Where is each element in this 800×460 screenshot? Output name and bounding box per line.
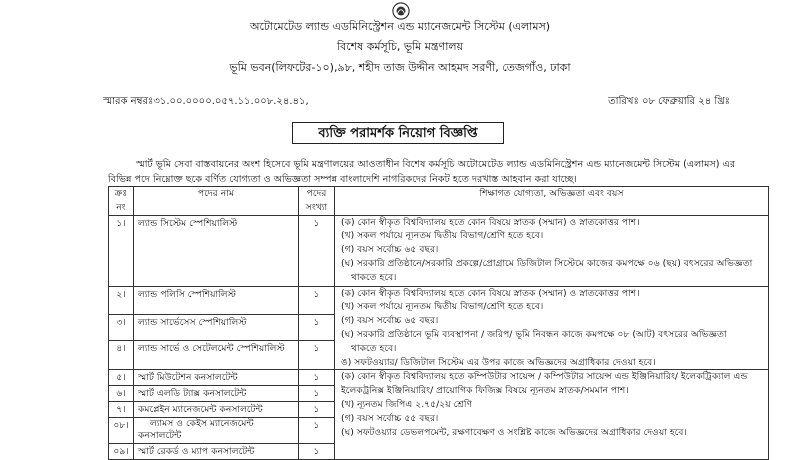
- serial-cell: ৫।: [109, 370, 134, 386]
- post-cell: ল্যান্ড পলিসি স্পেশিয়ালিস্ট: [134, 286, 299, 314]
- serial-cell: ১।: [109, 215, 134, 286]
- table-header-row: [109, 187, 769, 216]
- government-seal-icon: [392, 2, 410, 20]
- count-cell: ১: [299, 314, 335, 341]
- memo-number: স্মারক নম্বরঃ৩১.০০.০০০০.০৫৭.১১.০০৮.২৪.৪১,: [103, 96, 309, 107]
- requirement-line: (খ) সকল পর্যায়ে ন্যূনতম দ্বিতীয় বিভাগ/শ্রেণি হতে হবে।: [341, 230, 544, 242]
- table-row: [109, 370, 769, 386]
- requirement-line: (গ) বয়স সর্বোচ্চ ৫৫ বছর।: [341, 412, 439, 424]
- requirement-line: (খ) ন্যূনতম জিপিএ ২.৭৫/২য় শ্রেণি: [341, 398, 473, 410]
- serial-cell: ৭।: [109, 402, 134, 418]
- requirement-line: (ক) কোন স্বীকৃত বিশ্ববিদ্যালয় হতে কোন বিষয়ে স্নাতক (সম্মান) ও স্নাতকোত্তর পাশ।: [341, 287, 640, 299]
- table-row: [109, 286, 769, 314]
- count-cell: ১: [299, 402, 335, 418]
- count-cell: ১: [299, 370, 335, 386]
- requirement-line: ঙ) সফটওয়্যার/ ডিজিটাল সিস্টেম এর উপর কাজে অভিজ্ঞদের অগ্রাধিকার দেওয়া হবে।: [341, 356, 656, 368]
- requirement-line: (গ) বয়স সর্বোচ্চ ৬৫ বছর।: [341, 315, 439, 327]
- count-cell: ১: [299, 386, 335, 402]
- requirement-line: (ঘ) সরকারি প্রতিষ্ঠানে/সরকারি প্রকল্পে/প্রোগ্রামে ডিজিটাল সিস্টেমে কাজের কমপক্ষে ০৬ (ছয়) বৎসরের অভিজ্ঞতা: [341, 257, 753, 269]
- requirements-cell: [335, 215, 769, 286]
- table-row: [109, 215, 769, 286]
- requirements-header: শিক্ষাগত যোগ্যতা, অভিজ্ঞতা এবং বয়স: [335, 187, 769, 216]
- ministry-name: বিশেষ কর্মসূচি, ভূমি মন্ত্রণালয়: [336, 40, 464, 53]
- post-cell: ল্যান্ড সার্ভে ও সেটেলমেন্ট স্পেশিয়ালিস্ট: [134, 341, 299, 370]
- count-cell: ১: [299, 341, 335, 370]
- post-cell: কমপ্লেইন ম্যানেজমেন্ট কনসালটেন্ট: [134, 402, 299, 418]
- sn-header: ক্রঃ নং: [109, 187, 134, 216]
- requirement-line: (ঘ) সফটওয়্যার ডেভলপমেন্ট, রক্ষণাবেক্ষণ ও সংশ্লিষ্ট কাজে অভিজ্ঞদের অগ্রাধিকার দেওয়া হবে।: [341, 426, 687, 438]
- count-header: পদের সংখ্যা: [299, 187, 335, 216]
- count-cell: ১: [299, 286, 335, 314]
- requirement-line: ইলেকট্রনিক্স ইঞ্জিনিয়ারিং/ প্রায়োগিক ফিজিক্স বিষয়ে ন্যূনতম স্নাতক/সমমান পাশ।: [341, 385, 629, 397]
- notice-date: তারিখঃ ০৮ ফেব্রুয়ারি ২৪ খ্রিঃ: [608, 96, 730, 107]
- requirement-line: থাকতে হবে।: [351, 271, 397, 283]
- post-cell: স্মার্ট রেকর্ড ও ম্যাপ কনসালটেন্ট: [134, 444, 299, 460]
- vacancy-table: [108, 186, 769, 460]
- intro-line: স্মার্ট ভূমি সেবা বাস্তবায়নের অংশ হিসেবে ভূমি মন্ত্রণালয়ের আওতাধীন বিশেষ কর্মসূচি অটোমেটেড ল্যান্ড এডমিনিস্ট্রেশন এন্ড ম্যানেজমেন্ট সিস্টেম (এলামস) এর: [136, 159, 736, 170]
- serial-cell: ৬।: [109, 386, 134, 402]
- requirements-cell: [335, 286, 769, 370]
- requirements-cell: [335, 370, 769, 460]
- requirement-line: (ঘ) সরকারি প্রতিষ্ঠানে ভূমি ব্যবস্থাপনা / জরিপ/ ভূমি নিবন্ধন কাজে কমপক্ষে ০৮ (আট) বৎসরের অভিজ্ঞতা: [341, 328, 727, 340]
- requirement-line: (ক) কোন স্বীকৃত বিশ্ববিদ্যালয় হতে কম্পিউটার সায়েন্স / কম্পিউটার সায়েন্স এন্ড ইঞ্জিনিয়ারিং/ ইলেকট্রিক্যাল এন্ড: [341, 371, 748, 383]
- post-header: পদের নাম: [134, 187, 299, 216]
- serial-cell: ৪।: [109, 341, 134, 370]
- post-cell: ল্যামস ও কেইস ম্যানেজমেন্ট কনসালটেন্ট: [134, 418, 299, 444]
- post-cell: ল্যান্ড সিস্টেম স্পেশিয়ালিস্ট: [134, 215, 299, 286]
- intro-line: বিভিন্ন পদে নিম্নোক্ত ছকে বর্ণিত যোগ্যতা ও অভিজ্ঞতা সম্পন্ন বাংলাদেশি নাগরিকদের নিকট হতে দরখাস্ত আহবান করা যাচ্ছে।: [108, 174, 577, 185]
- serial-cell: ৩।: [109, 314, 134, 341]
- count-cell: ১: [299, 418, 335, 444]
- office-address: ভূমি ভবন(লিফটের-১০),৯৮, শহীদ তাজ উদ্দীন আহমদ সরণী, তেজগাঁও, ঢাকা: [229, 61, 571, 74]
- post-cell: ল্যান্ড সার্ভেসেস স্পেশিয়ালিস্ট: [134, 314, 299, 341]
- serial-cell: ০৯।: [109, 444, 134, 460]
- serial-cell: ০৮।: [109, 418, 134, 444]
- post-cell: স্মার্ট মিউটেশন কনসালটেন্ট: [134, 370, 299, 386]
- serial-cell: ২।: [109, 286, 134, 314]
- requirement-line: (ক) কোন স্বীকৃত বিশ্ববিদ্যালয় হতে কোন বিষয়ে স্নাতক (সম্মান) ও স্নাতকোত্তর পাশ।: [341, 216, 640, 228]
- office-name: অটোমেটেড ল্যান্ড এডমিনিস্ট্রেশন এন্ড ম্যানেজমেন্ট সিস্টেম (এলামস): [249, 20, 551, 33]
- requirement-line: (গ) বয়স সর্বোচ্চ ৬৫ বছর।: [341, 244, 439, 256]
- intro-paragraph: [108, 157, 758, 187]
- requirement-line: থাকতে হবে।: [351, 342, 397, 354]
- page-title: ব্যক্তি পরামর্শক নিয়োগ বিজ্ঞপ্তি: [292, 122, 504, 144]
- count-cell: ১: [299, 444, 335, 460]
- requirement-line: (খ) সকল পর্যায়ে ন্যূনতম দ্বিতীয় বিভাগ/শ্রেণি হতে হবে।: [341, 301, 544, 313]
- post-cell: স্মার্ট এলডি ট্যাক্স কনসালটেন্ট: [134, 386, 299, 402]
- count-cell: ১: [299, 215, 335, 286]
